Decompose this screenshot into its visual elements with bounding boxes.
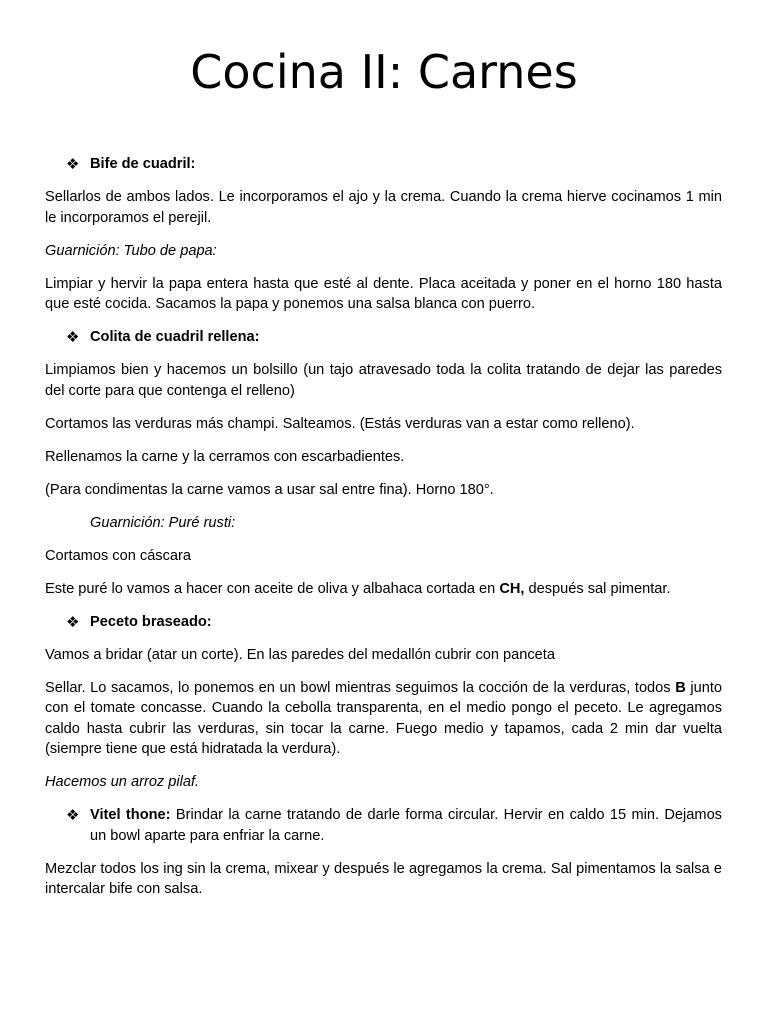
heading-text: Vitel thone: <box>90 807 171 823</box>
paragraph: Cortamos las verduras más champi. Salteamos. (Estás verduras van a estar como relleno). <box>45 415 635 432</box>
text-run-bold: CH, <box>499 580 525 597</box>
paragraph: Rellenamos la carne y la cerramos con escarbadientes. <box>45 448 405 465</box>
paragraph: (Para condimentas la carne vamos a usar sal entre fina). Horno 180°. <box>45 481 494 498</box>
text-run: junto con el tomate concasse. Cuando la cebolla transparenta, en el medio pongo el peceto. Le agregamos caldo hasta cubrir las verduras, sin tocar la carne. Fuego medio y tapamos, cada 2 min dar vuelta (siempre tiene que está hidratada la verdura). <box>45 679 723 757</box>
document-body <box>45 154 722 912</box>
garnish-label: Guarnición: Puré rusti: <box>90 514 236 531</box>
heading-body-text: Brindar la carne tratando de darle forma circular. Hervir en caldo 15 min. Dejamos un bowl aparte para enfriar la carne. <box>90 807 722 844</box>
paragraph: Cortamos con cáscara <box>45 547 191 564</box>
paragraph <box>45 579 722 600</box>
paragraph: Sellarlos de ambos lados. Le incorporamos el ajo y la crema. Cuando la crema hierve cocinamos 1 min le incorporamos el perejil. <box>45 189 722 226</box>
section-heading-bife <box>45 154 722 175</box>
text-run: después sal pimentar. <box>524 580 671 597</box>
paragraph: Limpiamos bien y hacemos un bolsillo (un tajo atravesado toda la colita tratando de dejar las paredes del corte para que contenga el relleno) <box>45 362 722 399</box>
paragraph: Limpiar y hervir la papa entera hasta que esté al dente. Placa aceitada y poner en el horno 180 hasta que esté cocida. Sacamos la papa y ponemos una salsa blanca con puerro. <box>45 275 722 312</box>
diamond-bullet-icon: ❖ <box>66 806 80 824</box>
text-run: Este puré lo vamos a hacer con aceite de oliva y albahaca cortada en <box>45 580 500 597</box>
diamond-bullet-icon: ❖ <box>66 155 80 173</box>
heading-text: Bife de cuadril: <box>90 156 196 172</box>
page-title: Cocina II: Carnes <box>190 45 578 99</box>
diamond-bullet-icon: ❖ <box>66 328 80 346</box>
section-heading-colita <box>45 327 722 348</box>
diamond-bullet-icon: ❖ <box>66 612 80 631</box>
garnish-label: Guarnición: Tubo de papa: <box>45 242 217 259</box>
heading-text: Peceto braseado: <box>90 613 212 630</box>
text-run: Sellar. Lo sacamos, lo ponemos en un bowl mientras seguimos la cocción de la verduras, todos <box>45 679 676 696</box>
text-run-bold: B <box>675 679 686 696</box>
section-heading-vitel <box>45 805 722 846</box>
section-heading-peceto <box>45 612 722 633</box>
paragraph-italic: Hacemos un arroz pilaf. <box>45 774 200 790</box>
paragraph: Vamos a bridar (atar un corte). En las paredes del medallón cubrir con panceta <box>45 646 555 663</box>
heading-text: Colita de cuadril rellena: <box>90 329 260 345</box>
paragraph <box>45 678 722 760</box>
paragraph: Mezclar todos los ing sin la crema, mixear y después le agregamos la crema. Sal pimentamos la salsa e intercalar bife con salsa. <box>45 860 722 897</box>
